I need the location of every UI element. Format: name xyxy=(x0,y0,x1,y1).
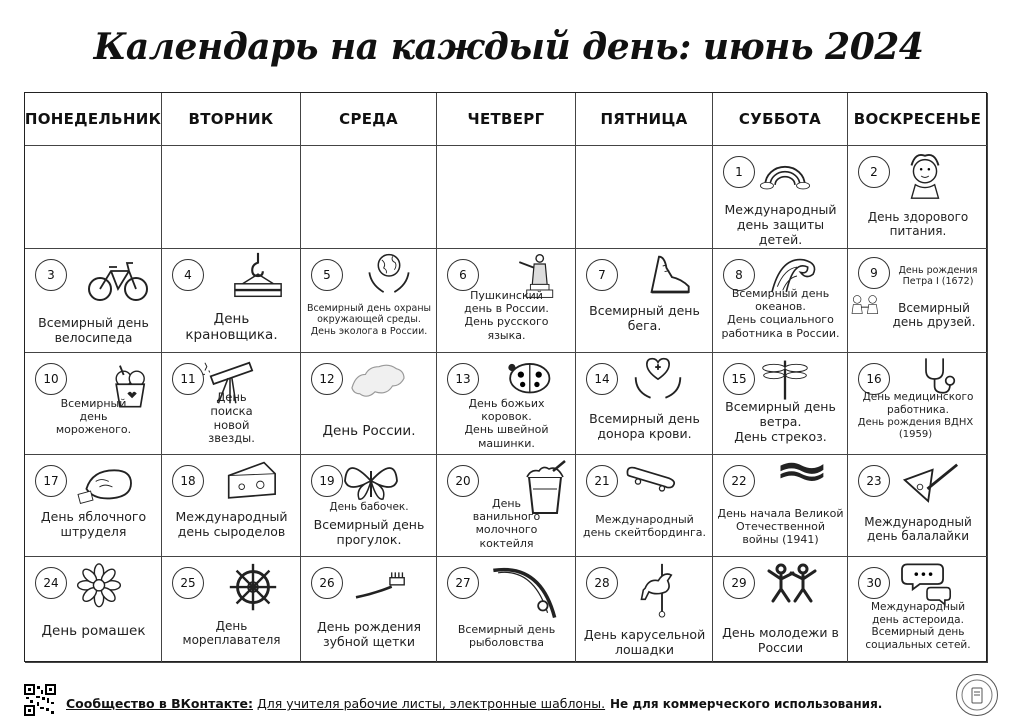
day-event-text: День поиска новой звезды. xyxy=(208,390,255,446)
toothbrush-icon xyxy=(341,567,421,617)
day-cell[interactable] xyxy=(162,353,301,455)
girl-eating-icon xyxy=(896,150,954,204)
day-number: 6 xyxy=(447,259,479,291)
youth-icon xyxy=(763,561,823,617)
friends-icon xyxy=(850,293,890,329)
day-cell[interactable] xyxy=(25,557,162,663)
day-number: 20 xyxy=(447,465,479,497)
day-cell[interactable] xyxy=(576,249,713,353)
day-event-text: Всемирный день бега. xyxy=(589,303,700,333)
day-event-text: День ромашек xyxy=(41,623,146,639)
day-number: 3 xyxy=(35,259,67,291)
day-cell[interactable] xyxy=(848,353,988,455)
day-event-text: Всемирный день океанов. День социального работника в России. xyxy=(721,287,840,340)
day-cell[interactable] xyxy=(713,146,848,249)
crane-hook-icon xyxy=(226,251,290,305)
day-cell[interactable] xyxy=(301,353,437,455)
day-event-text: День мореплавателя xyxy=(182,619,281,648)
weekday-header: ВТОРНИК xyxy=(162,93,301,146)
day-cell[interactable] xyxy=(437,455,576,557)
day-number: 24 xyxy=(35,567,67,599)
russia-map-icon xyxy=(331,359,423,413)
day-cell[interactable] xyxy=(713,455,848,557)
running-shoe-icon xyxy=(642,253,702,305)
day-cell[interactable] xyxy=(162,557,301,663)
day-number: 13 xyxy=(447,363,479,395)
day-number: 12 xyxy=(311,363,343,395)
day-cell[interactable] xyxy=(576,557,713,663)
community-text xyxy=(66,696,605,711)
day-cell[interactable] xyxy=(713,249,848,353)
skateboard-icon xyxy=(612,461,688,509)
day-cell[interactable] xyxy=(437,249,576,353)
day-number: 22 xyxy=(723,465,755,497)
weekday-header: ВОСКРЕСЕНЬЕ xyxy=(848,93,988,146)
weekday-header: ПОНЕДЕЛЬНИК xyxy=(25,93,162,146)
day-number: 30 xyxy=(858,567,890,599)
day-number: 4 xyxy=(172,259,204,291)
calendar-grid xyxy=(24,92,987,662)
day-event-text: Всемирный день донора крови. xyxy=(589,411,700,441)
day-number: 27 xyxy=(447,567,479,599)
rainbow-icon xyxy=(753,152,817,198)
weekday-header: СУББОТА xyxy=(713,93,848,146)
day-event-text: Всемирный день велосипеда xyxy=(38,315,149,345)
community-link[interactable]: Для учителя рабочие листы, электронные шаблоны. xyxy=(256,696,606,711)
qr-code-icon[interactable] xyxy=(24,684,56,716)
day-number: 14 xyxy=(586,363,618,395)
day-cell[interactable] xyxy=(162,146,301,249)
day-event-text-secondary: Всемирный день прогулок. xyxy=(313,517,425,547)
day-number: 10 xyxy=(35,363,67,395)
day-number: 17 xyxy=(35,465,67,497)
day-event-text: Международный день астероида. Всемирный день социальных сетей. xyxy=(865,601,971,651)
day-event-text: Всемирный день ветра. День стрекоз. xyxy=(725,399,836,444)
day-cell[interactable] xyxy=(162,455,301,557)
globe-hands-icon xyxy=(361,251,417,301)
day-cell[interactable] xyxy=(301,557,437,663)
day-cell[interactable] xyxy=(437,146,576,249)
day-event-text: День ванильного молочного коктейля xyxy=(472,497,541,550)
day-event-text-secondary: День рождения ВДНХ (1959) xyxy=(857,417,974,440)
day-event-text: День рождения Петра I (1672) xyxy=(898,265,978,288)
day-cell[interactable] xyxy=(713,353,848,455)
ship-wheel-icon xyxy=(224,561,282,617)
day-event-text: Международный день защиты детей. xyxy=(724,202,837,247)
day-cell[interactable] xyxy=(25,146,162,249)
day-number: 23 xyxy=(858,465,890,497)
day-event-text: День здорового питания. xyxy=(867,210,969,239)
day-event-text: День начала Великой Отечественной войны (1941) xyxy=(717,507,844,547)
day-event-text: День рождения зубной щетки xyxy=(317,619,421,649)
day-cell[interactable] xyxy=(437,557,576,663)
day-number: 28 xyxy=(586,567,618,599)
day-cell[interactable] xyxy=(848,557,988,663)
day-event-text: День молодежи в России xyxy=(722,625,839,655)
page-title: Календарь на каждый день: июнь 2024 xyxy=(93,26,924,68)
day-event-text: День карусельной лошадки xyxy=(583,627,706,657)
day-number: 15 xyxy=(723,363,755,395)
day-event-text: День яблочного штруделя xyxy=(40,509,147,539)
weekday-header: ЧЕТВЕРГ xyxy=(437,93,576,146)
day-cell[interactable] xyxy=(576,455,713,557)
day-number: 26 xyxy=(311,567,343,599)
non-commercial-notice: Не для коммерческого использования. xyxy=(610,697,883,711)
carousel-horse-icon xyxy=(634,559,690,621)
community-label: Сообщество в ВКонтакте: xyxy=(66,696,253,711)
day-event-text: Международный день сыроделов xyxy=(175,509,288,539)
day-cell[interactable] xyxy=(25,455,162,557)
day-event-text: Пушкинский день в России. День русского языка. xyxy=(464,289,549,342)
cheese-icon xyxy=(220,457,282,509)
day-cell[interactable] xyxy=(713,557,848,663)
day-number: 19 xyxy=(311,465,343,497)
day-cell[interactable] xyxy=(437,353,576,455)
day-number: 2 xyxy=(858,156,890,188)
day-number: 18 xyxy=(172,465,204,497)
strudel-icon xyxy=(61,461,149,513)
day-cell[interactable] xyxy=(848,146,988,249)
day-event-text: День божьих коровок. День швейной машинки. xyxy=(464,397,549,450)
author-seal-icon xyxy=(956,674,998,716)
day-event-text: Международный день балалайки xyxy=(864,515,972,544)
day-number: 21 xyxy=(586,465,618,497)
day-cell[interactable] xyxy=(576,353,713,455)
day-cell[interactable] xyxy=(25,249,162,353)
day-cell[interactable] xyxy=(848,455,988,557)
day-event-text: День медицинского работника. xyxy=(862,391,974,416)
weekday-header: ПЯТНИЦА xyxy=(576,93,713,146)
day-number: 5 xyxy=(311,259,343,291)
day-cell[interactable] xyxy=(301,249,437,353)
day-event-text: Всемирный день мороженого. xyxy=(55,397,132,437)
day-number: 7 xyxy=(586,259,618,291)
day-event-text: Всемирный день рыболовства xyxy=(457,623,556,650)
day-event-text: День России. xyxy=(322,423,416,439)
day-cell[interactable] xyxy=(162,249,301,353)
day-number: 25 xyxy=(172,567,204,599)
day-number: 11 xyxy=(172,363,204,395)
day-event-text: Всемирный день охраны окружающей среды. День эколога в России. xyxy=(306,303,432,337)
day-event-text: День бабочек. xyxy=(329,501,409,513)
day-cell[interactable] xyxy=(301,146,437,249)
ribbon-icon xyxy=(753,457,848,497)
fishing-rod-icon xyxy=(479,561,569,627)
day-event-text: День крановщика. xyxy=(185,311,278,344)
day-event-text-secondary: Всемирный день друзей. xyxy=(892,301,976,330)
weekday-header: СРЕДА xyxy=(301,93,437,146)
balalaika-icon xyxy=(896,461,970,513)
day-cell[interactable] xyxy=(301,455,437,557)
day-event-text: Международный день скейтбординга. xyxy=(582,513,707,540)
day-number: 1 xyxy=(723,156,755,188)
daisy-icon xyxy=(69,563,129,615)
day-number: 29 xyxy=(723,567,755,599)
day-number: 9 xyxy=(858,257,890,289)
footer xyxy=(0,684,1017,724)
day-number: 8 xyxy=(723,259,755,291)
day-cell[interactable] xyxy=(25,353,162,455)
day-cell[interactable] xyxy=(848,249,988,353)
day-number: 16 xyxy=(858,363,890,395)
day-cell[interactable] xyxy=(576,146,713,249)
heart-hands-icon xyxy=(628,355,688,407)
bicycle-icon xyxy=(85,253,149,309)
